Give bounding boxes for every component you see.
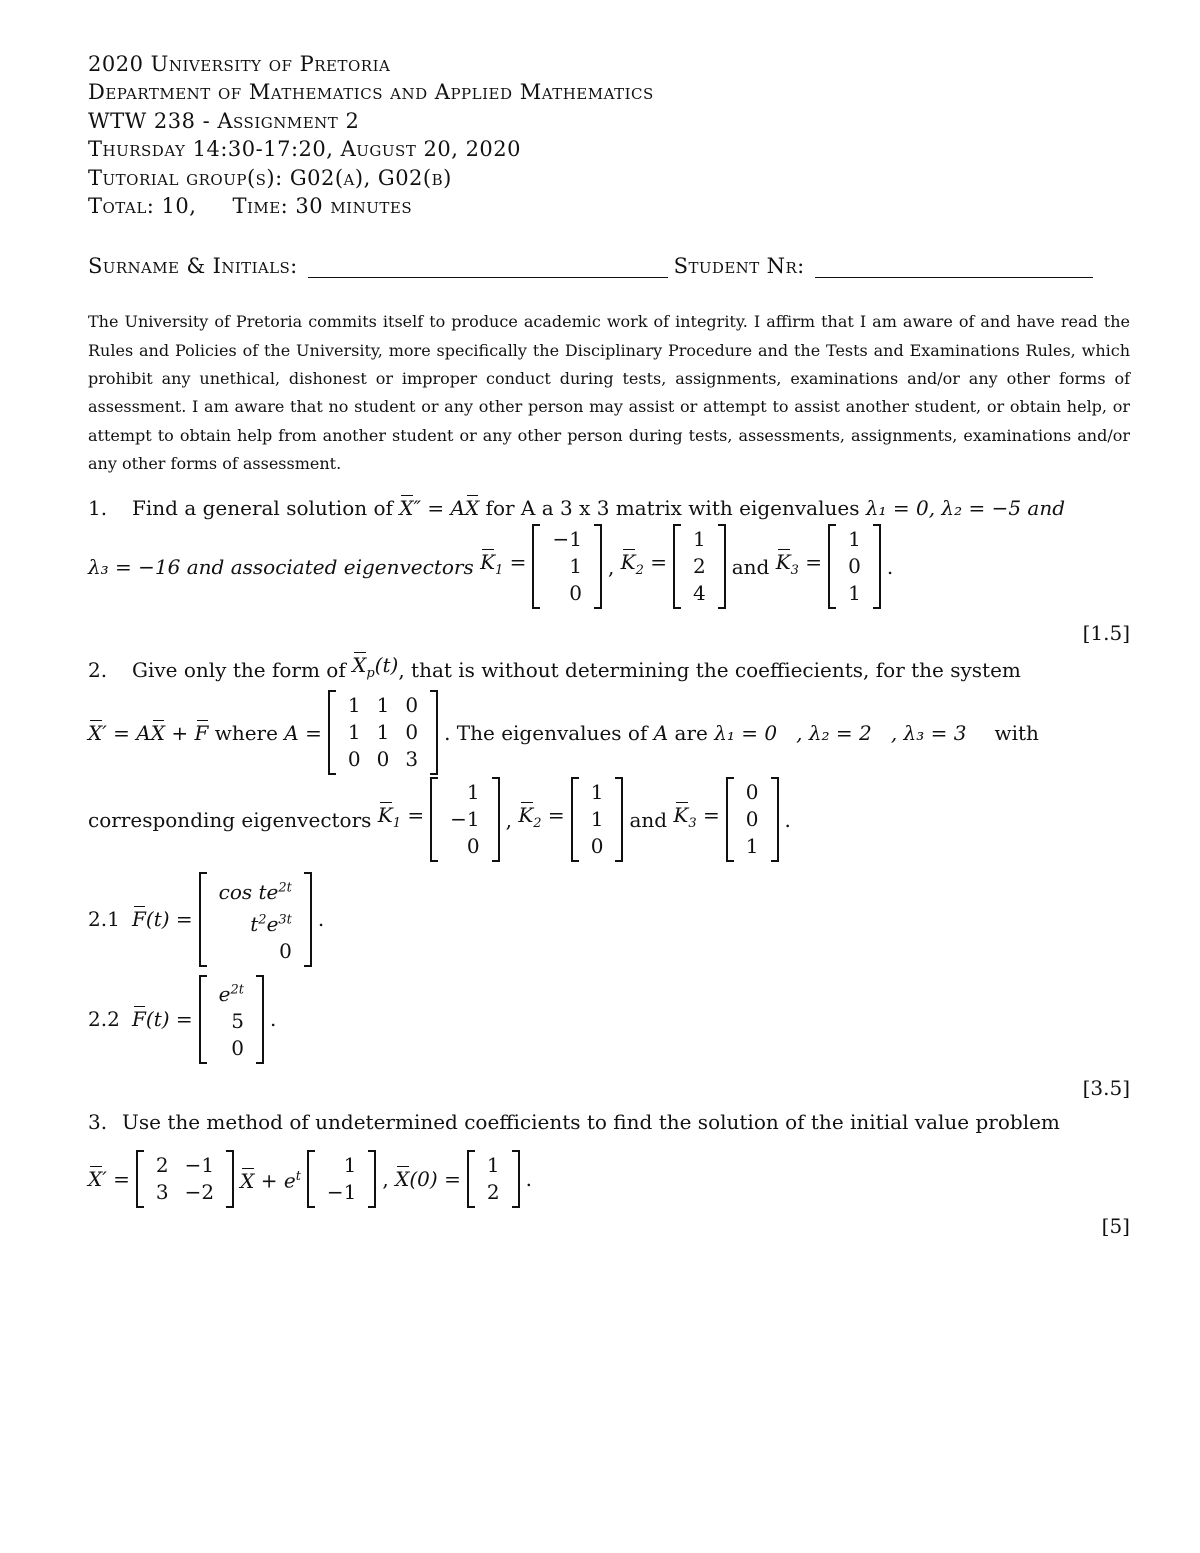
university-line: 2020 University of Pretoria <box>88 52 391 76</box>
q2-2-label: 2.2 <box>88 1007 120 1032</box>
time-text: Time: 30 minutes <box>232 194 413 219</box>
q3-matrix: 2 −1 3 −2 <box>136 1150 234 1208</box>
date-line: Thursday 14:30-17:20, August 20, 2020 <box>88 137 522 162</box>
q2-corr-text: corresponding eigenvectors <box>88 807 372 832</box>
q1-mark: [1.5] <box>1082 621 1130 646</box>
q2-2-f-vector: $e^{2t}$ 5 0 <box>199 975 264 1065</box>
q2-mark: [3.5] <box>1082 1076 1130 1101</box>
q2-are: are <box>674 720 708 745</box>
department-line: Department of Mathematics and Applied Mathematics <box>88 80 654 105</box>
q2-k2-vector: 1 1 0 <box>571 777 624 862</box>
q1-number: 1. <box>88 496 108 521</box>
q2-eig-text: . The eigenvalues of <box>444 720 648 745</box>
q1-and: and <box>731 554 770 579</box>
q2-where: where <box>214 720 278 745</box>
question-3: 3. Use the method of undetermined coefficients to find the solution of the initial value problem X′ = 2 −1 3 −2 $X + e^t$ 1 −1 , X(0) = 1 2 . [5] <box>88 1110 1130 1239</box>
q3-forcing-vector: 1 −1 <box>307 1150 376 1208</box>
q2-k1-vector: 1 −1 0 <box>430 777 499 862</box>
surname-label: Surname & Initials: <box>88 254 298 279</box>
header-block <box>88 50 1130 220</box>
q3-mark: [5] <box>1101 1214 1130 1239</box>
q2-1-label: 2.1 <box>88 907 120 932</box>
total-text: Total: 10, <box>88 194 197 219</box>
q1-text-a: Find a general solution of <box>132 496 393 521</box>
q2-eigenvalues: λ₁ = 0 , λ₂ = 2 , λ₃ = 3 <box>714 720 967 745</box>
q2-1-f-vector: $\cos te^{2t}$ $t^2e^{3t}$ 0 <box>199 872 312 966</box>
q2-number: 2. <box>88 657 108 682</box>
tutorial-line: Tutorial group(s): G02(a), G02(b) <box>88 165 452 190</box>
course-line: WTW 238 - Assignment 2 <box>88 108 360 133</box>
q1-k2-vector: 1 2 4 <box>673 524 726 609</box>
q1-k3-vector: 1 0 1 <box>828 524 881 609</box>
q2-and: and <box>629 807 668 832</box>
total-time-line <box>88 192 1130 220</box>
question-2: 2. Give only the form of $X_p(t)$ , that is without determining the coeffiecients, for the system X′ = AX + F where A = 1 1 0 1 1 0 0 0 3 . The eigenvalues of A are λ₁ = 0 , λ₂ = 2 , λ₃ = 3 with corresponding eigenvectors $K_1$ = 1 −1 0 , $K_2$ = 1 1 0 and $K_3$ = 0 0 1 . 2.1 F(t) = $\cos te^{2t}$ $t^2e^{3t}$ 0 . 2.2 F(t) = $e^{2t}$ 5 0 . [3.5] <box>88 653 1130 1101</box>
integrity-statement: The University of Pretoria commits itself to produce academic work of integrity. I affirm that I am aware of and have read the Rules and Policies of the University, more specifically the Disciplinary Procedure and the Tests and Examinations Rules, which prohibit any unethical, dishonest or improper conduct during tests, assignments, examinations and/or any other forms of assessment. I am aware that no student or any other person may assist or attempt to assist another student, or obtain help, or attempt to obtain help from another student or any other person during tests, assessments, assignments, examinations and/or any other forms of assessment. <box>88 312 1130 473</box>
q2-text2: , that is without determining the coeffiecients, for the system <box>398 657 1021 682</box>
q3-text: Use the method of undetermined coefficients to find the solution of the initial value problem <box>122 1110 1060 1135</box>
assignment-page <box>88 50 1130 1240</box>
q3-number: 3. <box>88 1110 108 1135</box>
question-1: 1. Find a general solution of X″ = AX for A a 3 x 3 matrix with eigenvalues λ₁ = 0, λ₂ = −5 and λ₃ = −16 and associated eigenvectors $K_1$ = −1 1 0 , $K_2$ = 1 2 4 and $K_3$ = 1 0 1 . [1.5] <box>88 496 1130 646</box>
q1-lambda3: λ₃ = −16 and associated eigenvectors <box>88 554 474 579</box>
q2-with: with <box>994 720 1039 745</box>
q2-matrix-a: 1 1 0 1 1 0 0 0 3 <box>328 690 438 775</box>
q1-eigenvalues: λ₁ = 0, λ₂ = −5 and <box>865 496 1066 521</box>
surname-field[interactable] <box>308 257 668 278</box>
student-nr-label: Student Nr: <box>673 254 805 279</box>
student-nr-field[interactable] <box>815 257 1093 278</box>
q2-text: Give only the form of <box>132 657 346 682</box>
signature-row <box>88 254 1130 278</box>
q3-initial-vector: 1 2 <box>467 1150 520 1208</box>
q2-k3-vector: 0 0 1 <box>726 777 779 862</box>
q1-text-b: for A a 3 x 3 matrix with eigenvalues <box>485 496 860 521</box>
q1-k1-vector: −1 1 0 <box>532 524 601 609</box>
